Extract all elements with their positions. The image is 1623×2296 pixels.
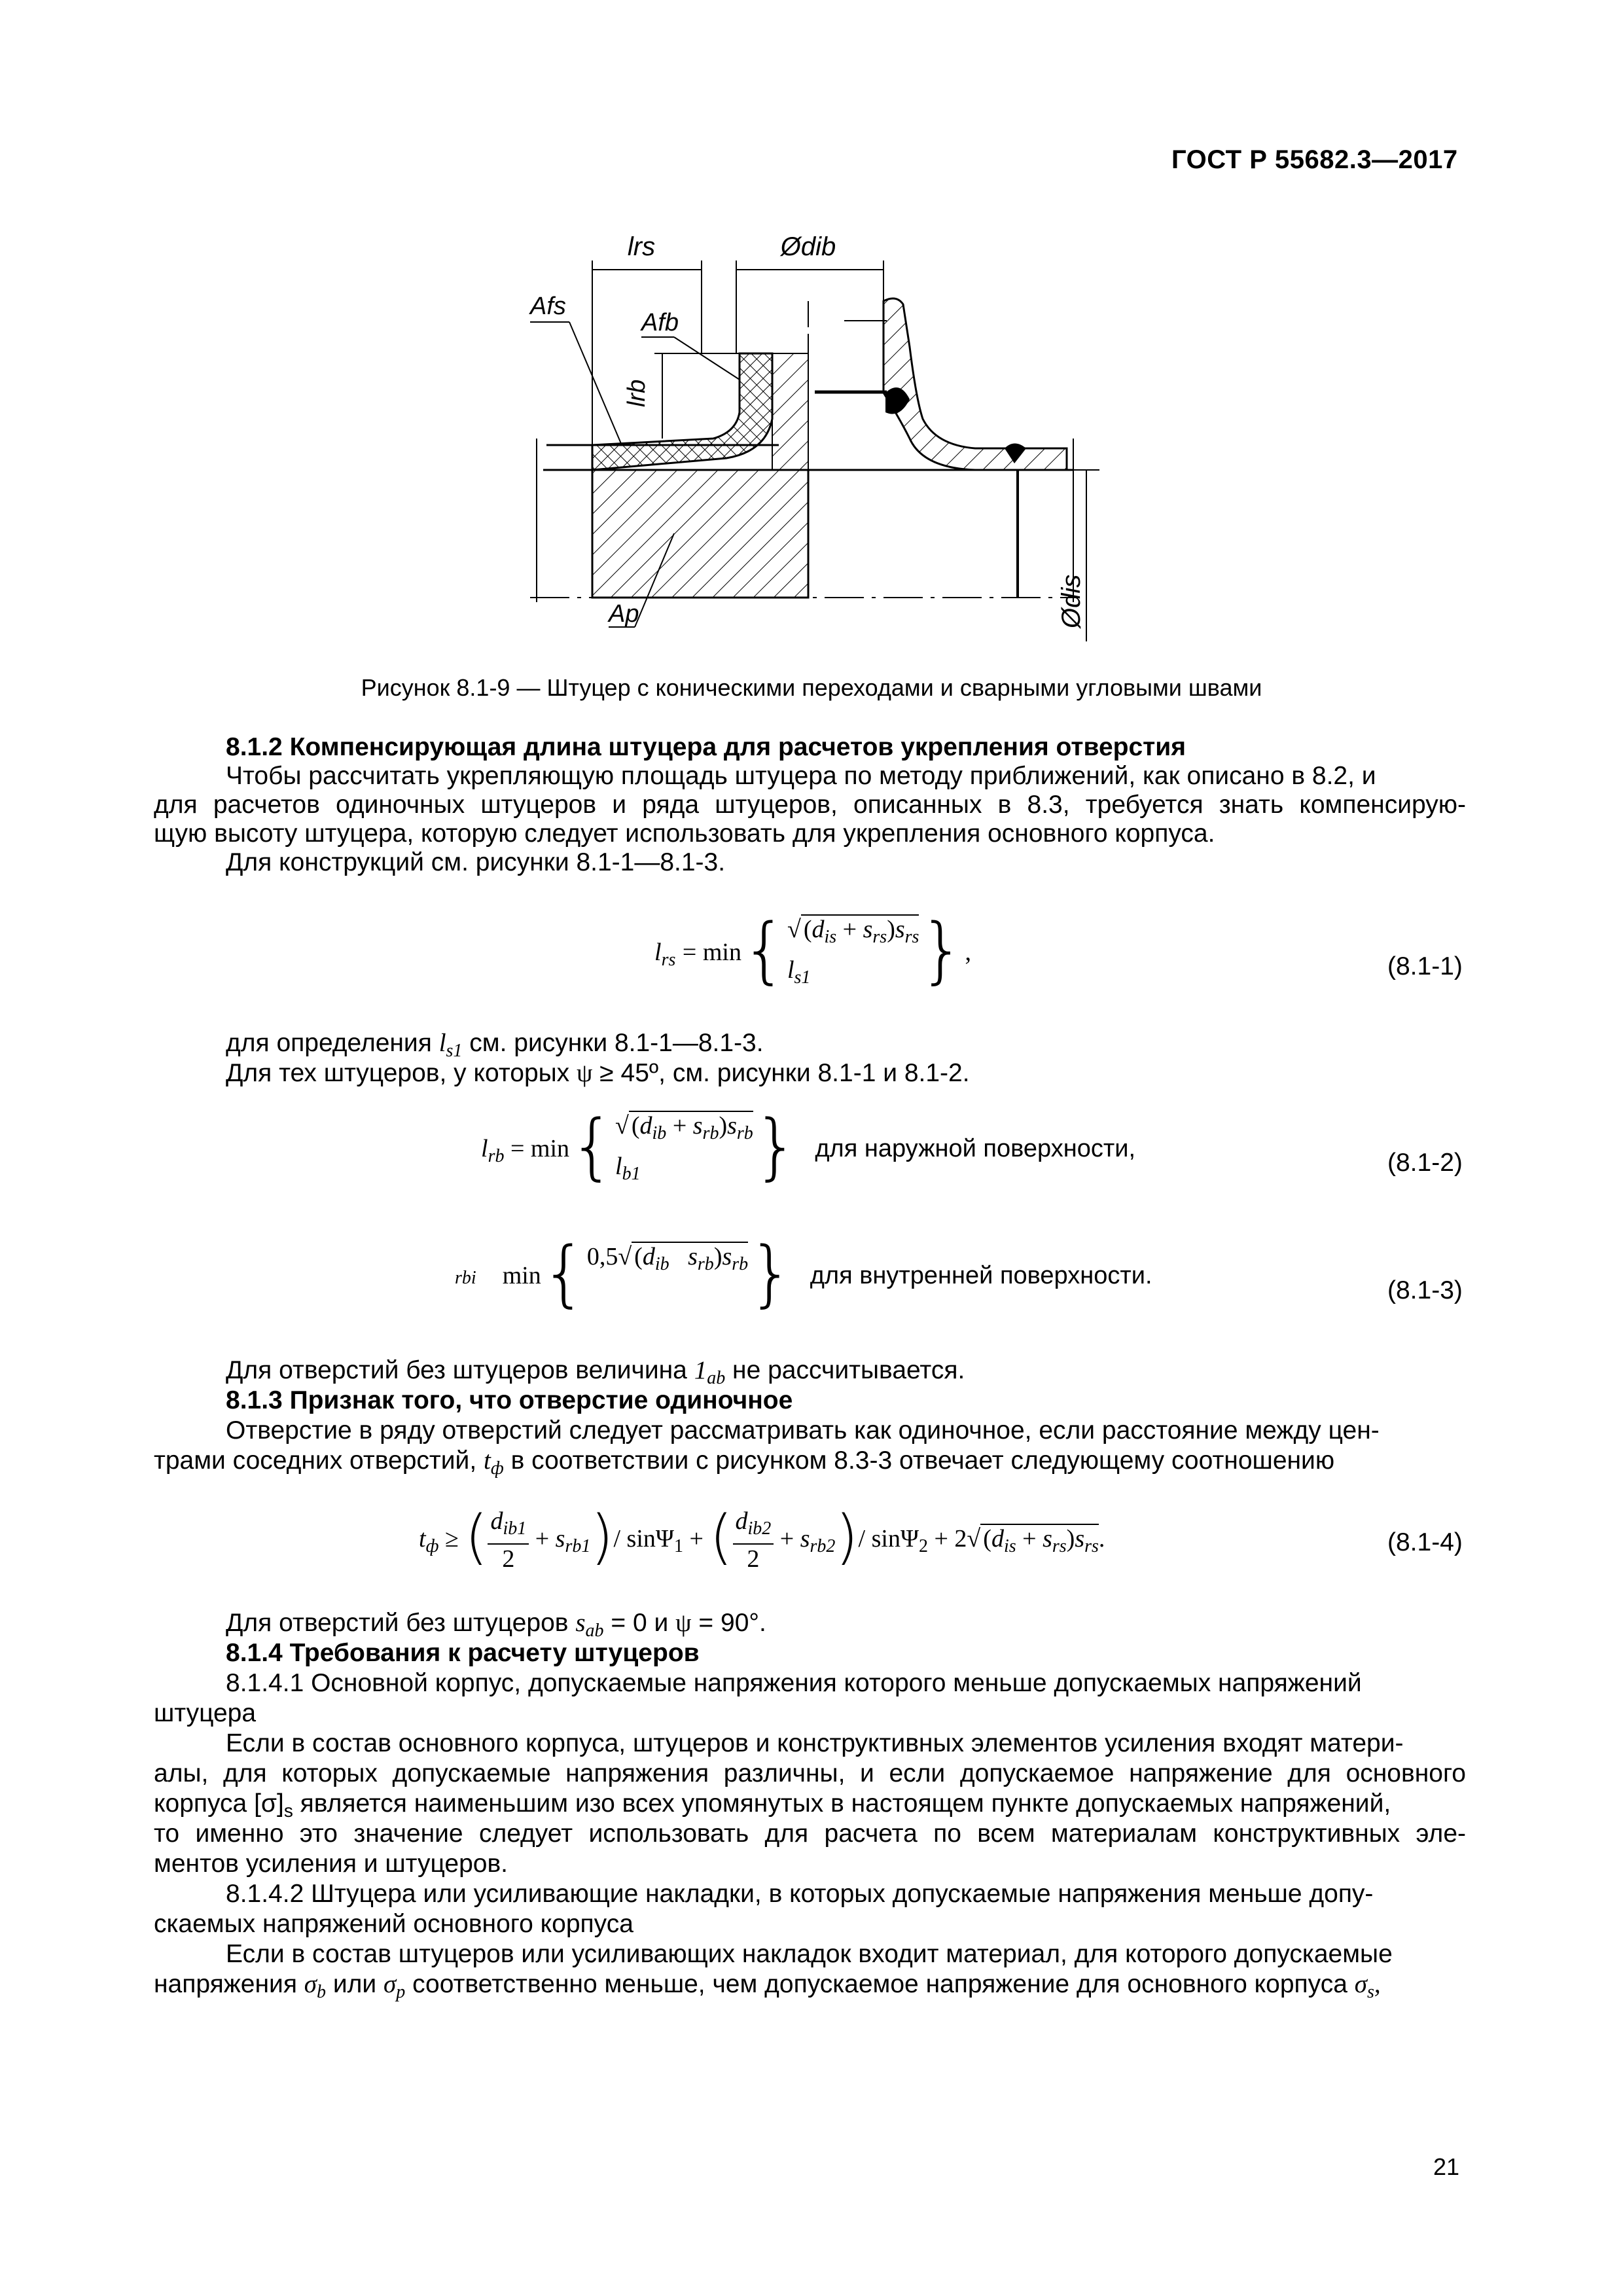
- text-span: см. рисунки 8.1-1—8.1-3.: [469, 1029, 764, 1057]
- page-number: 21: [1433, 2153, 1460, 2180]
- equation-8-1-1: $l_{rs} = \min\{√$ $(d_{is} + s_{rs})s_{rs}$ $l_{s1}$ },: [654, 908, 971, 992]
- para-line: Для отверстий без штуцеров величина $1_{ab}$ не рассчитывается.: [226, 1356, 965, 1388]
- equation-number: (8.1-3): [1387, 1276, 1463, 1304]
- equation-number: (8.1-2): [1387, 1149, 1463, 1177]
- standard-header: ГОСТ Р 55682.3—2017: [1171, 145, 1458, 174]
- text-span: или: [332, 1970, 377, 1998]
- para-line: Для тех штуцеров, у которых ψ ≥ 45º, см. рисунки 8.1-1 и 8.1-2.: [226, 1059, 970, 1087]
- text-span: Для отверстий без штуцеров: [226, 1609, 569, 1637]
- nozzle-figure: [517, 223, 1106, 668]
- para-line: Если в состав штуцеров или усиливающих накладок входит материал, для которого допускаемые: [226, 1940, 1393, 1968]
- para-line: скаемых напряжений основного корпуса: [154, 1910, 633, 1938]
- text-span: для внутренней поверхности.: [810, 1262, 1152, 1290]
- text-span: = 0 и: [611, 1609, 669, 1637]
- para-line: алы, для которых допускаемые напряжения различны, и если допускаемое напряжение для основного: [154, 1759, 1466, 1787]
- para-line: Если в состав основного корпуса, штуцеров и конструктивных элементов усиления входят матери-: [226, 1729, 1404, 1757]
- label-ap: Ap: [609, 600, 639, 628]
- equation-8-1-3: rbi min{0,5√ ($d_{ib}$ $s_{rb})s_{rb}$ } для внутренней поверхности.: [455, 1231, 1152, 1316]
- text-span: Для тех штуцеров, у которых: [226, 1059, 570, 1087]
- para-line: напряжения $\sigma_b$ или $\sigma_p$ соответственно меньше, чем допускаемое напряжение для основного корпуса $\sigma_s$,: [154, 1970, 1381, 2002]
- para-line: 8.1.4.1 Основной корпус, допускаемые напряжения которого меньше допускаемых напряжений: [226, 1669, 1362, 1697]
- label-lrb: lrb: [623, 379, 651, 407]
- text-span: не рассчитывается.: [732, 1356, 965, 1384]
- text-span: Для отверстий без штуцеров величина: [226, 1356, 687, 1384]
- text-span: для определения: [226, 1029, 432, 1057]
- section-8-1-2-title: 8.1.2 Компенсирующая длина штуцера для расчетов укрепления отверстия: [226, 733, 1186, 761]
- para-line: то именно это значение следует использовать для расчета по всем материалам конструктивных эле-: [154, 1820, 1466, 1848]
- text-span: ≥ 45º, см. рисунки 8.1-1 и 8.1-2.: [599, 1059, 970, 1087]
- para-line: щую высоту штуцера, которую следует использовать для укрепления основного корпуса.: [154, 819, 1215, 848]
- para-line: для расчетов одиночных штуцеров и ряда штуцеров, описанных в 8.3, требуется знать компенсирую-: [154, 791, 1466, 819]
- label-lrs: lrs: [627, 232, 656, 261]
- label-dis: Ødis: [1057, 574, 1086, 628]
- equation-number: (8.1-1): [1387, 952, 1463, 980]
- para-line: Для конструкций см. рисунки 8.1-1—8.1-3.: [226, 848, 726, 876]
- para-line: Чтобы рассчитать укрепляющую площадь штуцера по методу приближений, как описано в 8.2, и: [226, 762, 1376, 790]
- para-line: 8.1.4.2 Штуцера или усиливающие накладки, в которых допускаемые напряжения меньше допу-: [226, 1880, 1374, 1908]
- label-afb: Afb: [641, 309, 679, 336]
- section-8-1-4-title: 8.1.4 Требования к расчету штуцеров: [226, 1639, 700, 1667]
- para-line: штуцера: [154, 1699, 257, 1727]
- para-line: ментов усиления и штуцеров.: [154, 1850, 508, 1878]
- label-afs: Afs: [530, 293, 566, 320]
- label-dib: Ødib: [780, 232, 836, 261]
- figure-caption: Рисунок 8.1-9 — Штуцер с коническими переходами и сварными угловыми швами: [361, 674, 1262, 701]
- equation-number: (8.1-4): [1387, 1528, 1463, 1556]
- para-line: Для отверстий без штуцеров $s_{ab} = 0$ и ψ = 90°.: [226, 1609, 766, 1641]
- text-span: напряжения: [154, 1970, 297, 1998]
- text-span: в соответствии с рисунком 8.3-3 отвечает следующему соотношению: [510, 1446, 1335, 1475]
- text-span: = 90°.: [698, 1609, 766, 1637]
- text-span: для наружной поверхности,: [815, 1135, 1136, 1163]
- para-line: Отверстие в ряду отверстий следует рассматривать как одиночное, если расстояние между цен-: [226, 1416, 1380, 1444]
- para-line: для определения $l_{s1}$ см. рисунки 8.1-1—8.1-3.: [226, 1029, 764, 1061]
- para-line: трами соседних отверстий, $t_ф$ в соответствии с рисунком 8.3-3 отвечает следующему соотношению: [154, 1446, 1335, 1479]
- text-span: корпуса [σ]: [154, 1789, 284, 1818]
- equation-8-1-2: $l_{rb} = \min\{√$ $(d_{ib} + s_{rb})s_{rb}$ $l_{b1}$ } для наружной поверхности,: [481, 1104, 1136, 1189]
- text-span: трами соседних отверстий,: [154, 1446, 477, 1475]
- equation-8-1-4: $t_ф$ ≥ ( $d_{ib1}$ 2 + $s_{rb1})/$ sinΨ$_1$ + ( $d_{ib2}$ 2 + $s_{rb2})/$ sinΨ$_2$ + 2√ $(d_{is} + s_{rs})s_{rs}$.: [419, 1503, 1105, 1573]
- section-8-1-3-title: 8.1.3 Признак того, что отверстие одиночное: [226, 1386, 793, 1414]
- text-span: соответственно меньше, чем допускаемое напряжение для основного корпуса: [412, 1970, 1347, 1998]
- text-span: является наименьшим изо всех упомянутых в настоящем пункте допускаемых напряжений,: [300, 1789, 1391, 1818]
- para-line: корпуса $[\sigma]_s$ является наименьшим изо всех упомянутых в настоящем пункте допускаемых напряжений,: [154, 1789, 1391, 1821]
